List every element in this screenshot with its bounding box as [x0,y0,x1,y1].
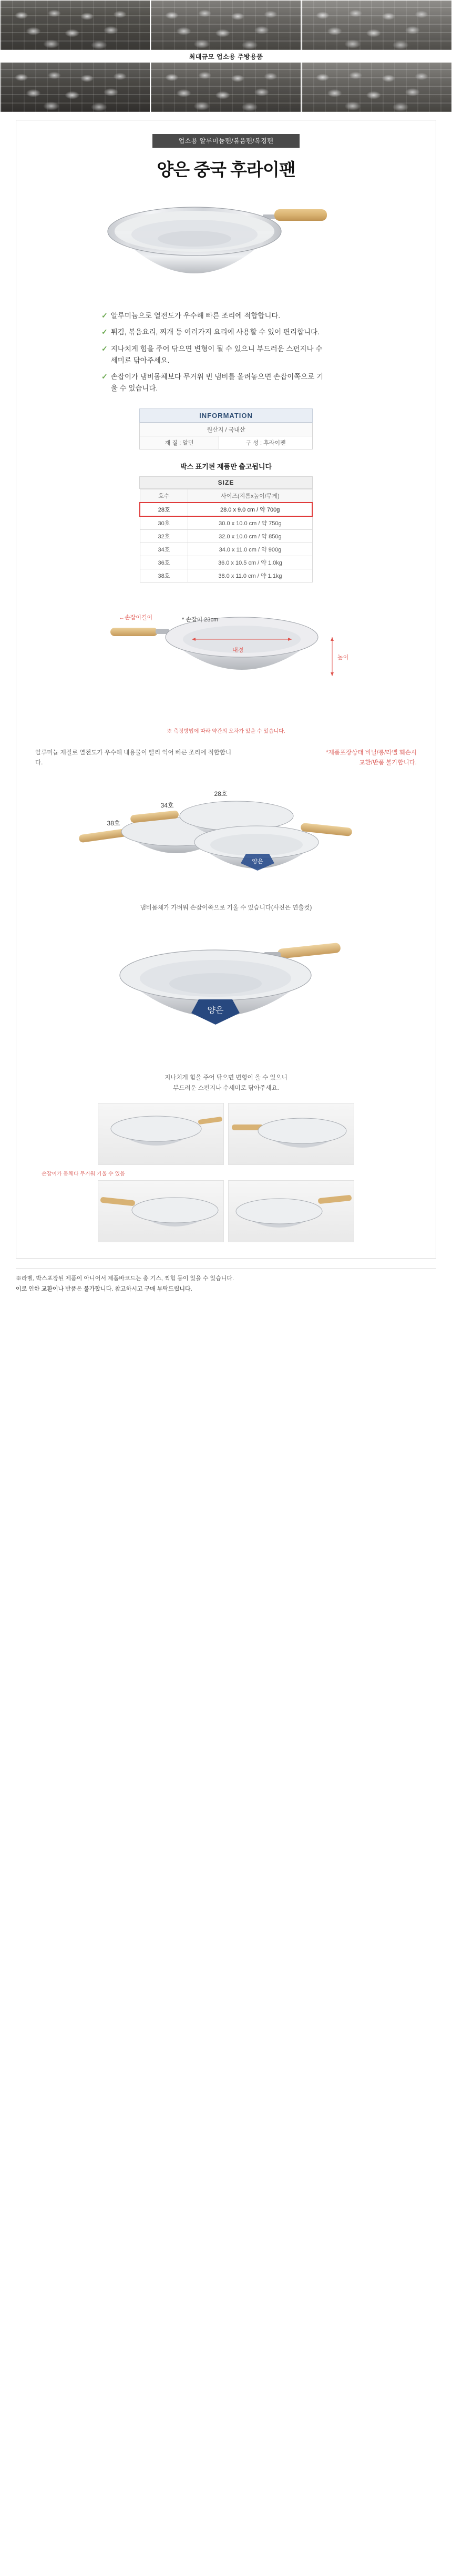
list-item [101,371,327,395]
bullet-text: 튀김, 볶음요리, 찌개 등 여러가지 요리에 사용할 수 있어 편리합니다. [110,328,320,336]
warehouse-photo-2 [150,0,301,50]
main-panel [16,120,436,1259]
mid-text-columns [35,748,417,769]
size-spec: 38.0 x 11.0 cm / 약 1.1kg [188,569,312,582]
table-row [140,503,312,516]
table-row [140,423,313,436]
size-table [139,489,313,582]
information-header: INFORMATION [139,408,313,423]
table-row [140,543,312,556]
packaging-note-1: *제품포장상태 비닐/롱/라벨 훼손시 [326,749,417,756]
page-title: 양은 중국 후라이팬 [157,160,295,179]
care-note [32,1073,420,1093]
detail-pan-svg-3 [98,1181,224,1242]
information-table [139,423,313,449]
mid-left-text: 알루미늄 재질로 열전도가 우수해 내용물이 빨리 익어 빠른 조리에 적합합니다. [35,749,232,766]
size-title: SIZE [139,476,313,489]
information-block [139,408,313,582]
size-spec: 30.0 x 10.0 cm / 약 750g [188,516,312,530]
size-no: 32호 [140,529,188,543]
check-icon: ✓ [101,328,108,336]
footer-notice [16,1268,436,1295]
detail-photo-4 [228,1180,354,1242]
bottom-photo-row-1 [32,1103,420,1165]
detail-photo-3 [98,1180,224,1242]
group-pans-svg [63,775,389,896]
group-pans-illustration [32,775,420,896]
photo-band [0,0,452,113]
footer-line-1: ※라벨, 박스포장된 제품이 아니어서 제품바코드는 총 기스, 찍힘 등이 있을 수 있습니다. [16,1275,234,1282]
check-icon: ✓ [101,311,108,320]
list-item [101,310,327,322]
size-spec: 28.0 x 9.0 cm / 약 700g [188,503,312,516]
check-icon: ✓ [101,372,108,381]
table-row [140,516,312,530]
size-notice: 박스 표기된 제품만 출고됩니다 [180,462,272,471]
large-pan-svg [79,923,373,1059]
bottom-photo-row-2 [32,1180,420,1242]
bullet-text: 알루미늄으로 열전도가 우수해 빠른 조리에 적합합니다. [110,312,281,320]
detail-photo-2 [228,1103,354,1165]
bullet-text: 손잡이가 냄비몸체보다 무거워 빈 냄비를 올려놓으면 손잡이쪽으로 기울 수 있습니다. [110,373,324,393]
svg-text:양은: 양은 [207,1006,224,1016]
svg-text:양은: 양은 [252,858,263,865]
pots-texture-overlay [1,63,150,112]
packaging-note-2: 교환/반품 불가합니다. [359,760,417,766]
measurement-note: ※ 측정방법에 따라 약간의 오차가 있을 수 있습니다. [167,728,285,734]
size-no: 36호 [140,556,188,569]
table-row [140,556,312,569]
pots-texture-overlay [151,63,301,112]
list-item [101,326,327,338]
photo-row-bottom [0,62,452,113]
pots-texture-overlay [302,63,451,112]
warehouse-photo-6 [301,62,452,113]
bottom-caption: 손잡이가 몸체다 무거워 기울 수 있음 [42,1171,125,1178]
pots-texture-overlay [302,1,451,50]
footer-line-2: 이로 인한 교환이나 반품은 불가합니다. 참고하시고 구매 부탁드립니다. [16,1286,192,1293]
care-note-line-2: 부드러운 스펀지나 수세미로 닦아주세요. [173,1085,279,1091]
check-icon: ✓ [101,344,108,353]
table-row [140,436,313,449]
size-no: 38호 [140,569,188,582]
info-origin: 원산지 / 국내산 [140,423,313,436]
size-col-no: 호수 [140,489,188,503]
list-item [101,343,327,367]
detail-pan-svg-4 [229,1181,354,1242]
handle-length-label: ←손잡이길이 [119,614,153,621]
photo-band-caption: 최대규모 업소용 주방용품 [0,50,452,62]
info-composition: 구 성 : 후라이팬 [219,436,313,449]
feature-bullets [101,310,327,395]
pots-texture-overlay [1,1,150,50]
table-row [140,529,312,543]
size-spec: 36.0 x 10.5 cm / 약 1.0kg [188,556,312,569]
detail-photo-1 [98,1103,224,1165]
care-note-line-1: 지나치게 힘을 주어 닦으면 변형이 올 수 있으니 [165,1075,287,1081]
warehouse-photo-4 [0,62,150,113]
hero-pan-illustration [32,184,420,305]
bullet-text: 지나치게 힘을 주어 닦으면 변형이 될 수 있으니 부드러운 스펀지나 수세미로 닦아주세요. [110,344,323,364]
mid-right-text [256,748,417,769]
size-spec: 32.0 x 10.0 cm / 약 850g [188,529,312,543]
warehouse-photo-5 [150,62,301,113]
size-no: 30호 [140,516,188,530]
group-label-38: 38호 [107,819,120,827]
size-spec: 34.0 x 11.0 cm / 약 900g [188,543,312,556]
size-col-spec: 사이즈(지름x높이/무게) [188,489,312,503]
table-row [140,569,312,582]
pan-svg [89,184,363,305]
handle-length-note: * 손잡이 23cm [182,616,219,623]
detail-pan-svg-2 [229,1103,354,1165]
info-material: 재 질 : 알민 [140,436,219,449]
height-label: 높이 [337,654,349,661]
photo-row-top [0,0,452,50]
group-label-28: 28호 [214,790,228,798]
large-pan-illustration [32,923,420,1059]
warehouse-photo-3 [301,0,452,50]
inner-diameter-label: 내경 [232,647,244,653]
group-label-34: 34호 [160,801,174,809]
dimension-diagram [79,597,373,723]
bottom-photo-grid [32,1103,420,1242]
detail-pan-svg-1 [98,1103,224,1165]
size-no: 34호 [140,543,188,556]
tilt-note: 냄비몸체가 가벼워 손잡이쪽으로 기울 수 있습니다(사진은 연출컷) [140,904,312,911]
pots-texture-overlay [151,1,301,50]
table-header-row [140,489,312,503]
size-no: 28호 [140,503,188,516]
warehouse-photo-1 [0,0,150,50]
kicker-badge: 업소용 알루미늄팬/볶음팬/복경팬 [152,134,300,148]
